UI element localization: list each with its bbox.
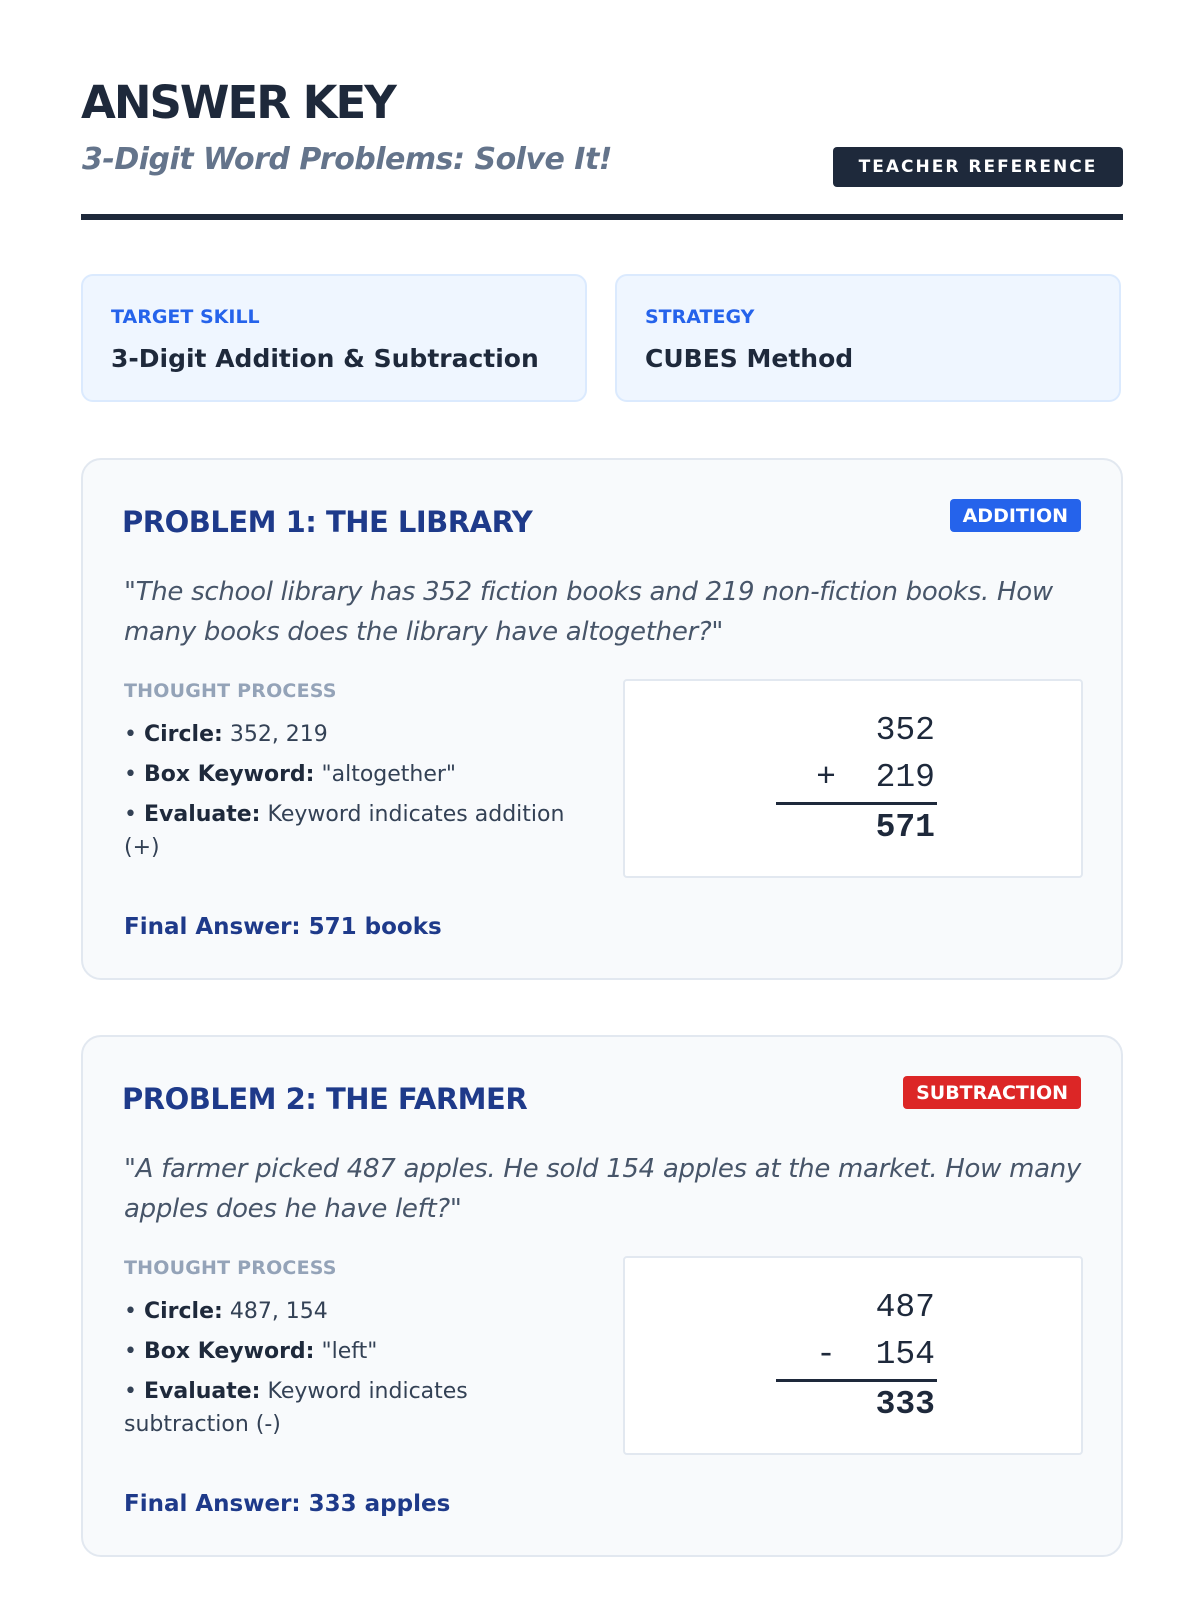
teacher-reference-badge: TEACHER REFERENCE (833, 147, 1123, 187)
step-text: Keyword indicates subtraction (-) (124, 1379, 468, 1437)
problem-quote: "A farmer picked 487 apples. He sold 154 apples at the market. How many apples does he have left?" (124, 1154, 1082, 1224)
strategy-card (615, 274, 1121, 402)
step-text: 487, 154 (229, 1299, 328, 1324)
math-operator-row (816, 761, 935, 794)
math-top-number: 487 (875, 1289, 935, 1326)
strategy-value: CUBES Method (645, 344, 854, 373)
thought-process-label: THOUGHT PROCESS (124, 680, 337, 702)
step-label: Box Keyword: (143, 762, 315, 787)
target-skill-card (81, 274, 587, 402)
thought-process-list (124, 1295, 579, 1448)
problem-title: PROBLEM 1: THE LIBRARY (122, 505, 533, 539)
step-item: • Circle: 487, 154 (124, 1299, 328, 1324)
operation-badge: ADDITION (950, 499, 1081, 532)
math-difference-line (776, 1379, 937, 1382)
step-item: • Box Keyword: "left" (124, 1339, 378, 1364)
vertical-math-box (623, 1256, 1083, 1455)
math-top-number: 352 (875, 712, 935, 749)
page-title: ANSWER KEY (81, 76, 395, 129)
step-label: Circle: (143, 722, 223, 747)
problem-quote: "The school library has 352 fiction books and 219 non-fiction books. How many books does the library have altogether?" (124, 577, 1053, 647)
math-result: 333 (875, 1386, 935, 1423)
step-text: Keyword indicates addition (+) (124, 802, 565, 860)
math-operator: - (816, 1336, 836, 1373)
step-label: Box Keyword: (143, 1339, 315, 1364)
step-item: • Evaluate: Keyword indicates addition (+) (124, 802, 565, 860)
header-divider (81, 214, 1123, 220)
step-text: "altogether" (321, 762, 457, 787)
problem-title: PROBLEM 2: THE FARMER (122, 1082, 528, 1116)
page-subtitle: 3-Digit Word Problems: Solve It! (82, 142, 612, 177)
math-bottom-number: 219 (875, 759, 935, 796)
step-label: Circle: (143, 1299, 223, 1324)
math-operator: + (816, 759, 836, 796)
thought-process-list (124, 718, 579, 871)
math-bottom-number: 154 (875, 1336, 935, 1373)
step-label: Evaluate: (143, 802, 261, 827)
final-answer: Final Answer: 571 books (124, 914, 442, 940)
strategy-label: STRATEGY (645, 306, 755, 328)
step-label: Evaluate: (143, 1379, 261, 1404)
step-item: • Box Keyword: "altogether" (124, 762, 457, 787)
vertical-math-box (623, 679, 1083, 878)
final-answer: Final Answer: 333 apples (124, 1491, 451, 1517)
step-item: • Circle: 352, 219 (124, 722, 328, 747)
operation-badge: SUBTRACTION (903, 1076, 1081, 1109)
step-text: "left" (321, 1339, 378, 1364)
target-skill-value: 3-Digit Addition & Subtraction (111, 344, 539, 373)
step-item: • Evaluate: Keyword indicates subtraction (-) (124, 1379, 468, 1437)
thought-process-label: THOUGHT PROCESS (124, 1257, 337, 1279)
math-result: 571 (875, 809, 935, 846)
step-text: 352, 219 (229, 722, 328, 747)
math-sum-line (776, 802, 937, 805)
problem-card-1 (81, 458, 1123, 980)
target-skill-label: TARGET SKILL (111, 306, 260, 328)
math-operator-row (816, 1338, 935, 1371)
problem-card-2 (81, 1035, 1123, 1557)
